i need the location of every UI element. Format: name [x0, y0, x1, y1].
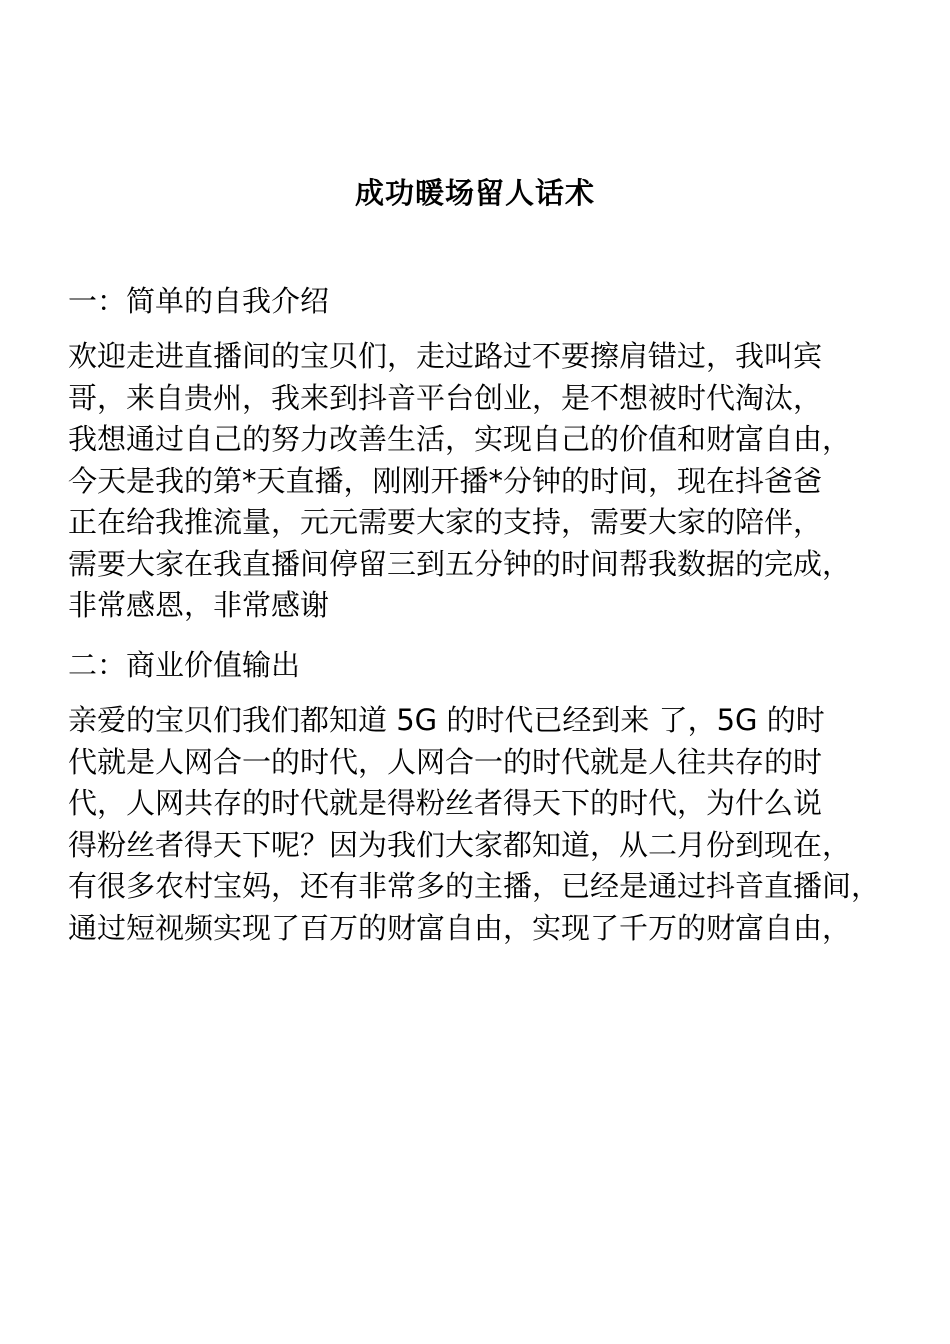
paragraph-line: 代，人网共存的时代就是得粉丝者得天下的时代，为什么说	[68, 786, 823, 820]
paragraph-line: 欢迎走进直播间的宝贝们，走过路过不要擦肩错过，我叫宾	[68, 339, 823, 373]
paragraph-line: 需要大家在我直播间停留三到五分钟的时间帮我数据的完成，	[68, 546, 852, 581]
paragraph-line: 正在给我推流量，元元需要大家的支持，需要大家的陪伴，	[68, 505, 823, 539]
paragraph-line: 非常感恩，非常感谢	[68, 588, 330, 622]
document-title: 成功暖场留人话术	[354, 176, 595, 210]
paragraph-line: 今天是我的第*天直播，刚刚开播*分钟的时间，现在抖爸爸	[68, 463, 823, 498]
paragraph-line: 通过短视频实现了百万的财富自由，实现了千万的财富自由，	[68, 910, 852, 945]
paragraph-line: 代就是人网合一的时代，人网合一的时代就是人往共存的时	[68, 744, 823, 779]
section-heading-business-value: 二：商业价值输出	[68, 648, 301, 682]
paragraph-line: 我想通过自己的努力改善生活，实现自己的价值和财富自由，	[68, 422, 852, 456]
paragraph-line: 哥，来自贵州，我来到抖音平台创业，是不想被时代淘汰，	[68, 380, 823, 415]
section-body-business-value	[68, 700, 948, 949]
section-heading-intro: 一：简单的自我介绍	[68, 284, 330, 318]
paragraph-line: 得粉丝者得天下呢？因为我们大家都知道，从二月份到现在，	[68, 827, 852, 862]
paragraph-line: 有很多农村宝妈，还有非常多的主播，已经是通过抖音直播间，	[68, 869, 881, 903]
paragraph-line: 亲爱的宝贝们我们都知道 5G 的时代已经到来 了，5G 的时	[68, 703, 825, 737]
section-body-intro	[68, 336, 948, 627]
